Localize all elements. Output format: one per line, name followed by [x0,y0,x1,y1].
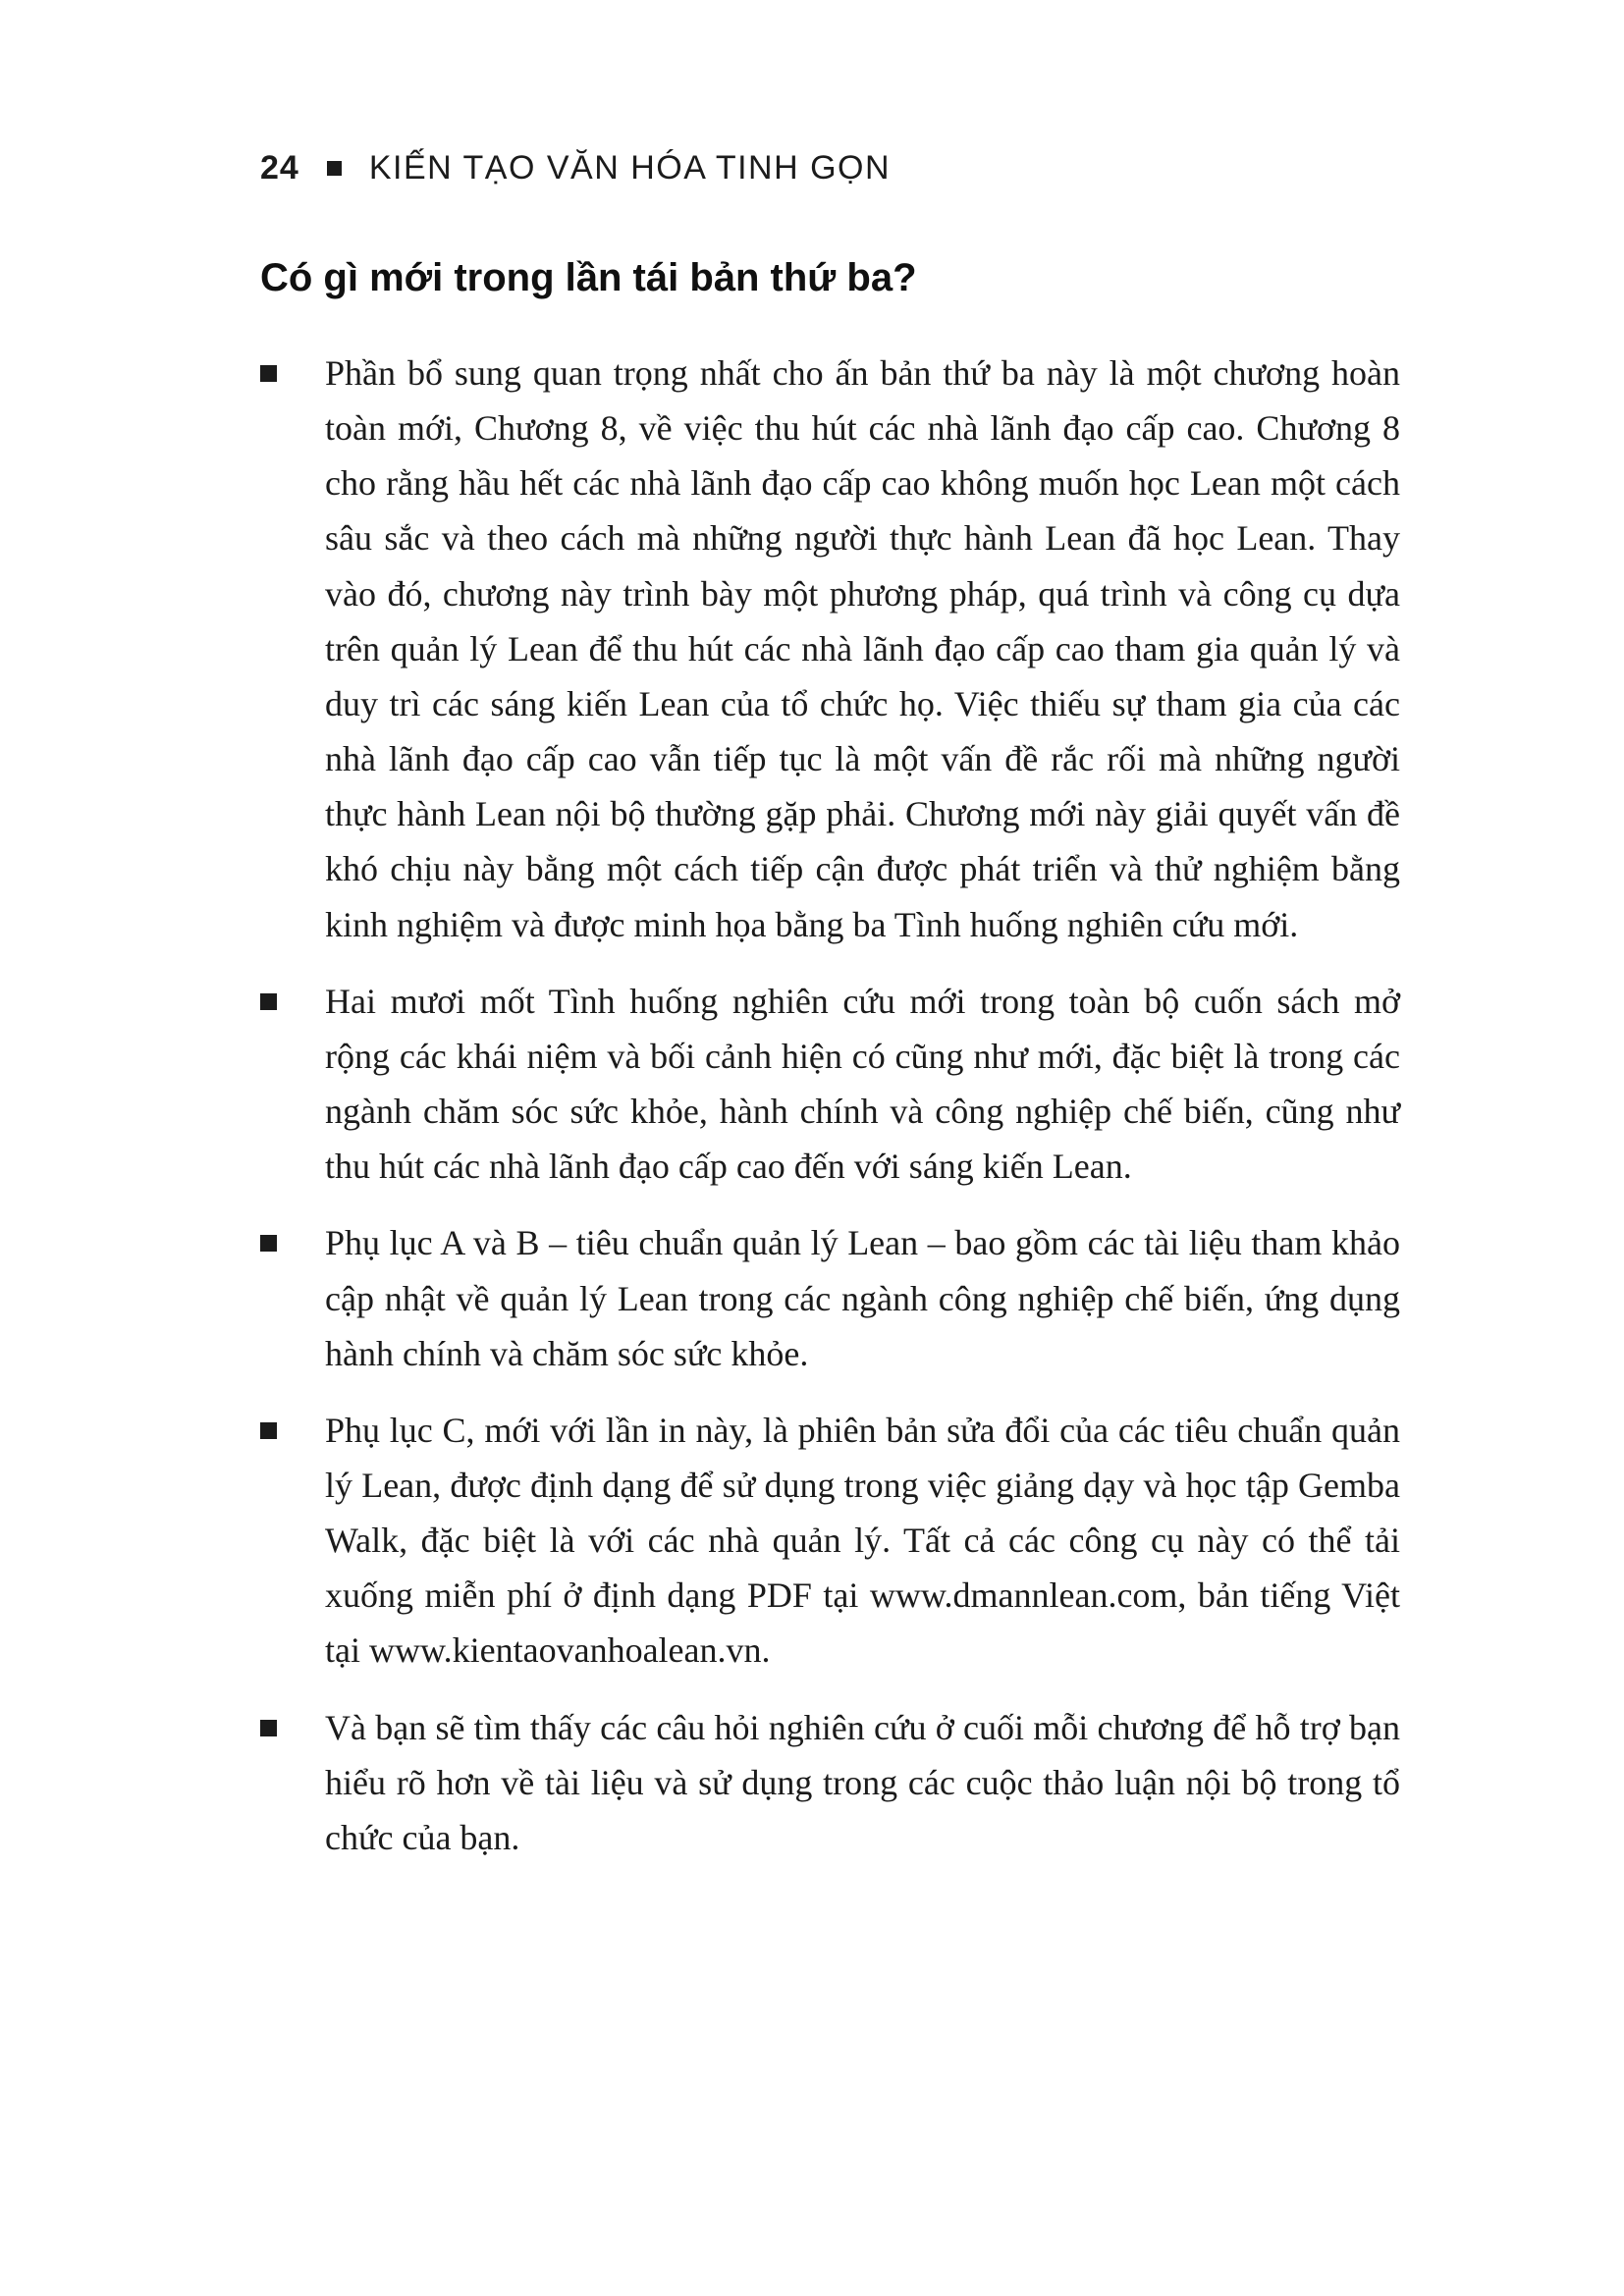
running-header [260,149,1400,187]
bullet-square-icon [260,1422,277,1439]
bullet-item [260,1700,1400,1865]
bullet-text: Phụ lục A và B – tiêu chuẩn quản lý Lean – bao gồm các tài liệu tham khảo cập nhật về quản lý Lean trong các ngành công nghiệp chế biến, ứng dụng hành chính và chăm sóc sức khỏe. [325,1223,1400,1373]
bullet-item [260,1215,1400,1380]
bullet-square-icon [260,1720,277,1736]
bullet-text: Và bạn sẽ tìm thấy các câu hỏi nghiên cứu ở cuối mỗi chương để hỗ trợ bạn hiểu rõ hơn về tài liệu và sử dụng trong các cuộc thảo luận nội bộ trong tổ chức của bạn. [325,1707,1400,1857]
book-title: KIẾN TẠO VĂN HÓA TINH GỌN [368,149,892,187]
page-number: 24 [260,149,299,187]
bullet-square-icon [260,1235,277,1252]
bullet-text: Hai mươi mốt Tình huống nghiên cứu mới trong toàn bộ cuốn sách mở rộng các khái niệm và bối cảnh hiện có cũng như mới, đặc biệt là trong các ngành chăm sóc sức khỏe, hành chính và công nghiệp chế biến, cũng như thu hút các nhà lãnh đạo cấp cao đến với sáng kiến Lean. [325,981,1400,1187]
bullet-text: Phần bổ sung quan trọng nhất cho ấn bản thứ ba này là một chương hoàn toàn mới, Chương 8, về việc thu hút các nhà lãnh đạo cấp cao. Chương 8 cho rằng hầu hết các nhà lãnh đạo cấp cao không muốn học Lean một cách sâu sắc và theo cách mà những người thực hành Lean đã học Lean. Thay vào đó, chương này trình bày một phương pháp, quá trình và công cụ dựa trên quản lý Lean để thu hút các nhà lãnh đạo cấp cao tham gia quản lý và duy trì các sáng kiến Lean của tổ chức họ. Việc thiếu sự tham gia của các nhà lãnh đạo cấp cao vẫn tiếp tục là một vấn đề rắc rối mà những người thực hành Lean nội bộ thường gặp phải. Chương mới này giải quyết vấn đề khó chịu này bằng một cách tiếp cận được phát triển và thử nghiệm bằng kinh nghiệm và được minh họa bằng ba Tình huống nghiên cứu mới. [325,353,1400,944]
bullet-list [260,346,1400,1865]
header-separator-square-icon [327,161,342,176]
bullet-text: Phụ lục C, mới với lần in này, là phiên bản sửa đổi của các tiêu chuẩn quản lý Lean, được định dạng để sử dụng trong việc giảng dạy và học tập Gemba Walk, đặc biệt là với các nhà quản lý. Tất cả các công cụ này có thể tải xuống miễn phí ở định dạng PDF tại www.dmannlean.com, bản tiếng Việt tại www.kientaovanhoalean.vn. [325,1410,1400,1671]
section-heading: Có gì mới trong lần tái bản thứ ba? [260,256,917,299]
bullet-item [260,974,1400,1195]
bullet-square-icon [260,365,277,382]
bullet-square-icon [260,993,277,1010]
bullet-item [260,346,1400,952]
bullet-item [260,1403,1400,1679]
